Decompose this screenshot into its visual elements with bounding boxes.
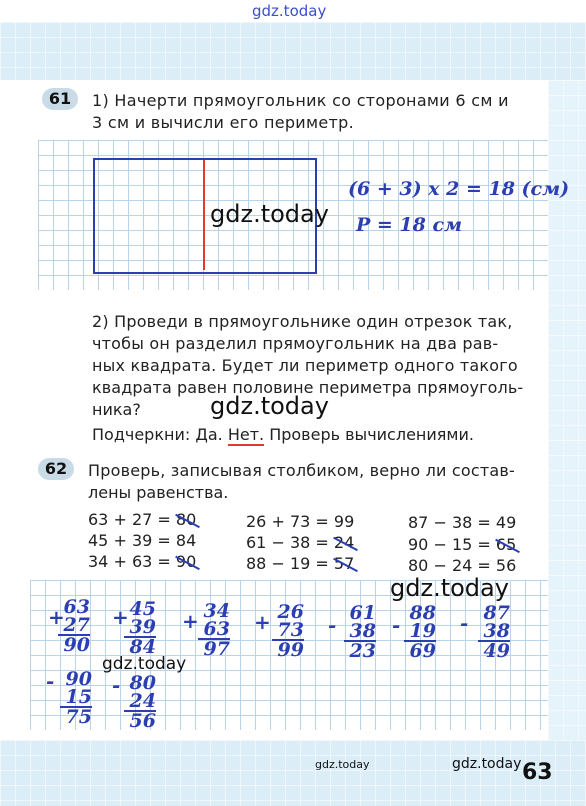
equation-1: 63 + 27 = 80 xyxy=(88,510,197,529)
solution-perimeter-answer: P = 18 см xyxy=(356,214,463,236)
task-61-part2-line-5: ника? xyxy=(92,400,141,419)
column-calc-9: - 80 24 56 xyxy=(112,672,156,732)
underline-prefix: Подчеркни: Да. xyxy=(92,425,223,444)
bottom-band xyxy=(0,740,586,806)
task-61-part2-line-1: 2) Проведи в прямоугольнике один отрезок так, xyxy=(92,312,513,331)
column-calc-8: - 90 15 75 xyxy=(46,668,92,728)
equation-7: 87 − 38 = 49 xyxy=(408,513,517,532)
column-calc-7: - 87 38 49 xyxy=(460,602,510,662)
equation-2: 45 + 39 = 84 xyxy=(88,531,197,550)
equation-3: 34 + 63 = 90 xyxy=(88,552,197,571)
task-62-line-2: лены равенства. xyxy=(88,483,229,502)
equation-4: 26 + 73 = 99 xyxy=(246,512,355,531)
column-calc-2: + 45 39 84 xyxy=(112,598,156,658)
column-calc-3: + 34 63 97 xyxy=(182,600,230,660)
column-calc-5: - 61 38 23 xyxy=(328,602,376,662)
watermark-3: gdz.today xyxy=(390,574,509,602)
column-calc-1: + 63 27 90 xyxy=(48,596,90,656)
column-calc-6: - 88 19 69 xyxy=(392,602,436,662)
watermark-6: gdz.today xyxy=(452,756,522,772)
top-band xyxy=(0,22,586,80)
equation-8: 90 − 15 = 65 xyxy=(408,535,517,554)
task-61-part2-line-2: чтобы он разделил прямоугольник на два рав- xyxy=(92,334,499,353)
watermark-1: gdz.today xyxy=(210,200,329,228)
underline-instruction xyxy=(92,424,474,446)
equation-6: 88 − 19 = 57 xyxy=(246,554,355,573)
watermark-2: gdz.today xyxy=(210,392,329,420)
dividing-segment xyxy=(203,160,205,270)
task-62-line-1: Проверь, записывая столбиком, верно ли состав- xyxy=(88,461,516,480)
equation-9: 80 − 24 = 56 xyxy=(408,556,517,575)
underlined-answer: Нет. xyxy=(227,425,265,444)
task-61-part2-line-3: ных квадрата. Будет ли периметр одного такого xyxy=(92,356,518,375)
page-number: 63 xyxy=(522,760,553,785)
watermark-5: gdz.today xyxy=(315,758,370,771)
underline-suffix: Проверь вычислениями. xyxy=(269,425,474,444)
task-61-line-2: 3 см и вычисли его периметр. xyxy=(92,113,354,132)
task-61-line-1: 1) Начерти прямоугольник со сторонами 6 см и xyxy=(92,91,509,110)
task-61-number: 61 xyxy=(42,88,78,110)
equation-5: 61 − 38 = 24 xyxy=(246,533,355,552)
task-62-number: 62 xyxy=(38,458,74,480)
solution-perimeter-calc: (6 + 3) x 2 = 18 (см) xyxy=(348,178,570,200)
watermark-top: gdz.today xyxy=(252,2,327,20)
column-calc-4: + 26 73 99 xyxy=(254,601,304,661)
watermark-4: gdz.today xyxy=(102,654,187,674)
task-61-part2-line-4: квадрата равен половине периметра прямоуголь- xyxy=(92,378,524,397)
